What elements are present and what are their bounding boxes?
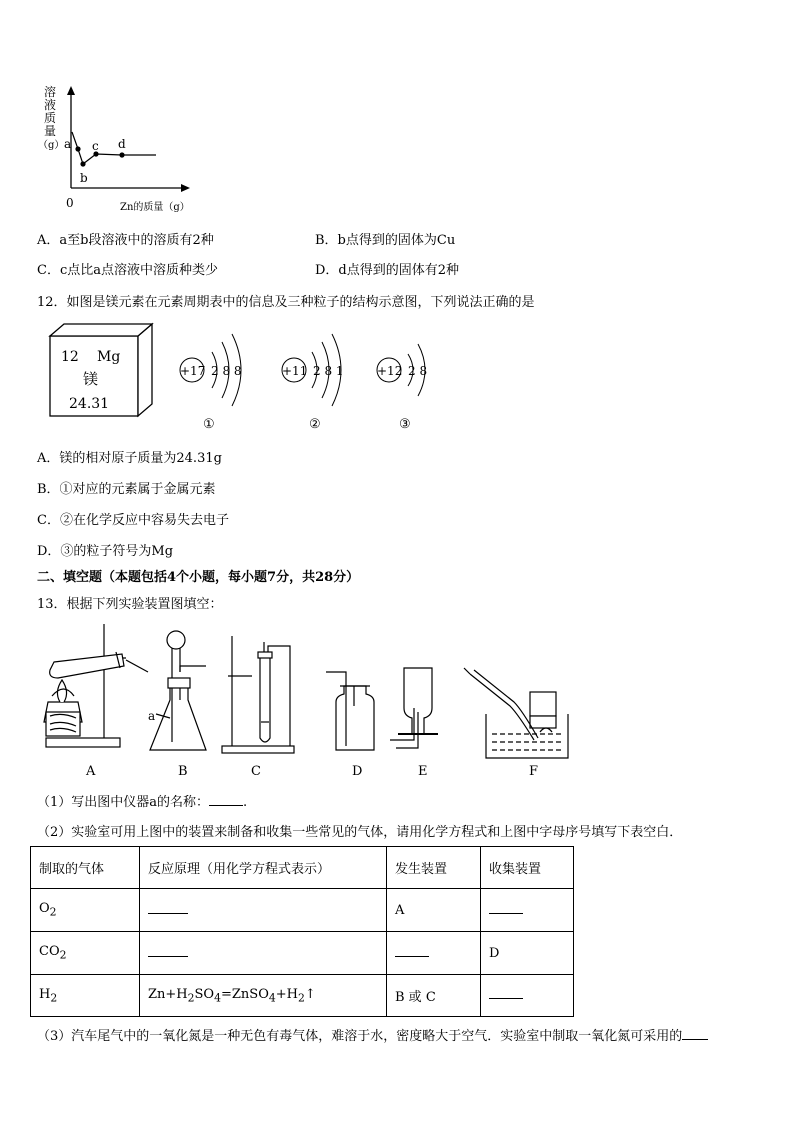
sub3-answer-blank[interactable] [682,1029,708,1040]
apparatus-a [44,624,148,747]
point-a [75,146,80,151]
option-11-c: C．c点比a点溶液中溶质种类少 [37,263,218,278]
option-12-c: C．②在化学反应中容易失去电子 [37,513,229,528]
point-d [119,152,124,157]
atomic-number: 12 [61,349,79,365]
y-axis-arrow [67,86,75,95]
cell-collector-blank[interactable] [481,975,574,1017]
instrument-a-label: a [148,709,156,723]
svg-text:（g）: （g） [38,140,65,151]
option-12-b: B．①对应的元素属于金属元素 [37,482,216,497]
apparatus-d [326,672,374,750]
svg-text:液: 液 [44,98,57,112]
svg-text:溶: 溶 [44,85,57,99]
table-row-h2 [31,975,574,1017]
sub1-answer-blank[interactable] [209,795,243,806]
atomic-mass: 24.31 [69,396,110,412]
option-11-a: A．a至b段溶液中的溶质有2种 [37,233,214,248]
section-2-heading: 二、填空题（本题包括4个小题，每小题7分，共28分） [37,570,360,585]
particle-1-electrons: 2 8 8 [211,364,242,378]
point-b [80,161,85,166]
option-11-d: D．d点得到的固体有2种 [315,263,460,278]
header-generator: 发生装置 [387,847,481,889]
question-12-stem: 12．如图是镁元素在元素周期表中的信息及三种粒子的结构示意图，下列说法正确的是 [37,295,535,310]
solution-mass-graph [30,82,200,217]
element-card [48,322,156,418]
graph-curve [72,132,156,164]
option-12-d: D．③的粒子符号为Mg [37,544,174,559]
option-12-a: A．镁的相对原子质量为24.31g [37,451,222,466]
particle-diagrams [170,330,440,434]
label-a: a [64,137,72,151]
particle-3-electrons: 2 8 [408,364,428,378]
question-13-sub1: （1）写出图中仪器a的名称： . [37,795,248,810]
question-13-stem: 13．根据下列实验装置图填空： [37,597,223,612]
label-b: b [80,171,88,185]
particle-3-label: ③ [399,417,411,432]
question-13-sub3: （3）汽车尾气中的一氧化氮是一种无色有毒气体，难溶于水，密度略大于空气．实验室中制取一氧化氮可采用的 [37,1025,708,1044]
y-axis-label [38,84,64,151]
apparatus-b [150,631,206,750]
apparatus-labels [85,764,538,779]
svg-text:质: 质 [44,111,57,125]
x-axis-arrow [181,184,190,192]
cell-collector-blank[interactable] [481,889,574,932]
gas-table [30,846,574,1017]
origin-label: 0 [66,196,74,210]
cell-gas: $H_2$ [31,975,140,1017]
particle-2-nucleus: +11 [282,364,308,378]
cell-gas: $CO_2$ [31,932,140,975]
svg-text:E: E [418,764,428,779]
svg-text:量: 量 [44,124,57,138]
question-13-sub2: （2）实验室可用上图中的装置来制备和收集一些常见的气体，请用化学方程式和上图中字母序号填写下表空白． [37,825,683,840]
particle-2-electrons: 2 8 1 [313,364,344,378]
particle-2-diagram [282,334,344,432]
header-gas: 制取的气体 [31,847,140,889]
svg-text:D: D [352,764,363,779]
cell-generator-blank[interactable] [387,932,481,975]
x-axis-label: Zn的质量（g） [120,202,190,213]
header-reaction: 反应原理（用化学方程式表示） [140,847,387,889]
particle-3-nucleus: +12 [377,364,403,378]
particle-1-label: ① [203,417,215,432]
svg-text:F: F [529,764,539,779]
option-11-b: B．b点得到的固体为Cu [315,233,456,248]
cell-equation-blank[interactable] [140,889,387,932]
svg-text:C: C [251,764,261,779]
apparatus-f [464,668,568,758]
label-d: d [118,137,126,151]
label-c: c [92,139,99,153]
element-name: 镁 [83,370,99,388]
particle-1-diagram [180,334,242,432]
table-header-row [31,847,574,889]
apparatus-c [222,636,294,753]
cell-equation-blank[interactable] [140,932,387,975]
particle-3-diagram [377,344,427,432]
table-row-o2 [31,889,574,932]
svg-text:A: A [86,764,96,779]
cell-generator: B 或 C [387,975,481,1017]
table-row-co2 [31,932,574,975]
svg-text:B: B [178,764,188,779]
apparatus-e [390,668,438,748]
cell-equation: $Zn+H_2SO_4=ZnSO_4+H_2↑$ [140,975,387,1017]
cell-generator: A [387,889,481,932]
particle-2-label: ② [309,417,321,432]
cell-gas: $O_2$ [31,889,140,932]
apparatus-figure [40,622,600,782]
particle-1-nucleus: +17 [180,364,206,378]
header-collector: 收集装置 [481,847,574,889]
cell-collector: D [481,932,574,975]
element-symbol: Mg [97,349,121,365]
